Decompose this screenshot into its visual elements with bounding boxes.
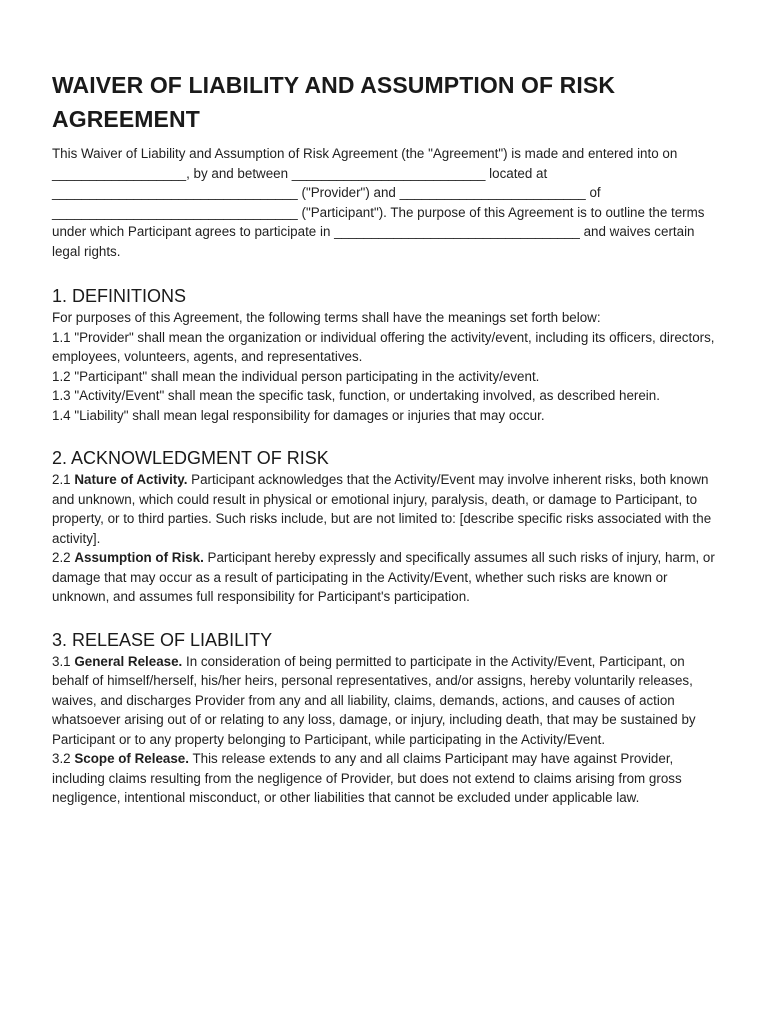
- intro-text-5: of: [585, 185, 601, 200]
- definition-item: 1.4 "Liability" shall mean legal responsibility for damages or injuries that may occur.: [52, 407, 545, 423]
- intro-text-6: ("Participant"). The purpose of this Agreement is to outline the terms under which Participant agrees to participate in: [52, 204, 705, 239]
- blank-provider-name: __________________________: [291, 165, 486, 181]
- clause-text: This release extends to any and all claims Participant may have against Provider, including claims resulting from the negligence of Provider, but does not extend to claims arising from gross negligence, intentional misconduct, or other liabilities that cannot be excluded under applicable law.: [52, 751, 682, 805]
- intro-paragraph: [52, 144, 718, 261]
- clause-number: 3.2: [52, 751, 75, 766]
- clause-nature-of-activity: [52, 470, 718, 548]
- clause-label: General Release.: [74, 653, 183, 669]
- clause-number: 3.1: [52, 653, 75, 669]
- blank-activity: _________________________________: [334, 224, 580, 239]
- clause-assumption-of-risk: [52, 548, 718, 607]
- clause-label: Scope of Release.: [74, 751, 189, 766]
- intro-text-1: This Waiver of Liability and Assumption of Risk Agreement (the "Agreement") is made and entered into on: [52, 146, 678, 161]
- blank-participant-name: _________________________: [399, 185, 586, 200]
- blank-date: __________________: [52, 165, 187, 181]
- clause-number: 2.2: [52, 550, 75, 565]
- clause-general-release: [52, 652, 718, 750]
- section-heading-acknowledgment: 2. ACKNOWLEDGMENT OF RISK: [52, 448, 329, 468]
- intro-text-7: and waives certain legal rights.: [52, 224, 695, 259]
- intro-text-3: located at: [485, 165, 548, 181]
- section-heading-definitions: 1. DEFINITIONS: [52, 286, 187, 306]
- clause-text: In consideration of being permitted to participate in the Activity/Event, Participant, on behalf of himself/herself, his/her heirs, personal representatives, and/or assigns, hereby voluntarily releases, waives, and discharges Provider from any and all liability, claims, demands, actions, and causes of action whatsoever arising out of or relating to any loss, damage, or injury, including death, that may be sustained by Participant or to any property belonging to Participant, while participating in the Activity/Event.: [52, 653, 696, 747]
- intro-text-4: ("Provider") and: [297, 185, 400, 200]
- blank-provider-address: _________________________________: [52, 185, 298, 200]
- section-heading-release: 3. RELEASE OF LIABILITY: [52, 629, 273, 650]
- clause-text: Participant hereby expressly and specifically assumes all such risks of injury, harm, or damage that may occur as a result of participating in the Activity/Event, whether such risks are known or unknown, and assumes full responsibility for Participant's participation.: [52, 550, 715, 604]
- clause-scope-of-release: [52, 749, 718, 808]
- definition-item: 1.2 "Participant" shall mean the individual person participating in the activity/event.: [52, 368, 540, 384]
- clause-number: 2.1: [52, 472, 75, 487]
- clause-text: Participant acknowledges that the Activity/Event may involve inherent risks, both known and unknown, which could result in physical or emotional injury, paralysis, death, or damage to Participant, to property, or to third parties. Such risks include, but are not limited to: [describe specific risks associated with the activity].: [52, 472, 712, 546]
- definition-item: 1.1 "Provider" shall mean the organization or individual offering the activity/event, including its officers, directors, employees, volunteers, agents, and representatives.: [52, 329, 715, 364]
- intro-text-2: , by and between: [186, 165, 292, 181]
- clause-label: Nature of Activity.: [74, 472, 188, 487]
- blank-participant-address: _________________________________: [52, 204, 298, 220]
- document-title: WAIVER OF LIABILITY AND ASSUMPTION OF RISK AGREEMENT: [52, 72, 616, 132]
- definition-item: 1.3 "Activity/Event" shall mean the specific task, function, or undertaking involved, as described herein.: [52, 388, 660, 403]
- clause-label: Assumption of Risk.: [74, 550, 204, 565]
- definitions-intro: For purposes of this Agreement, the following terms shall have the meanings set forth below:: [52, 310, 601, 325]
